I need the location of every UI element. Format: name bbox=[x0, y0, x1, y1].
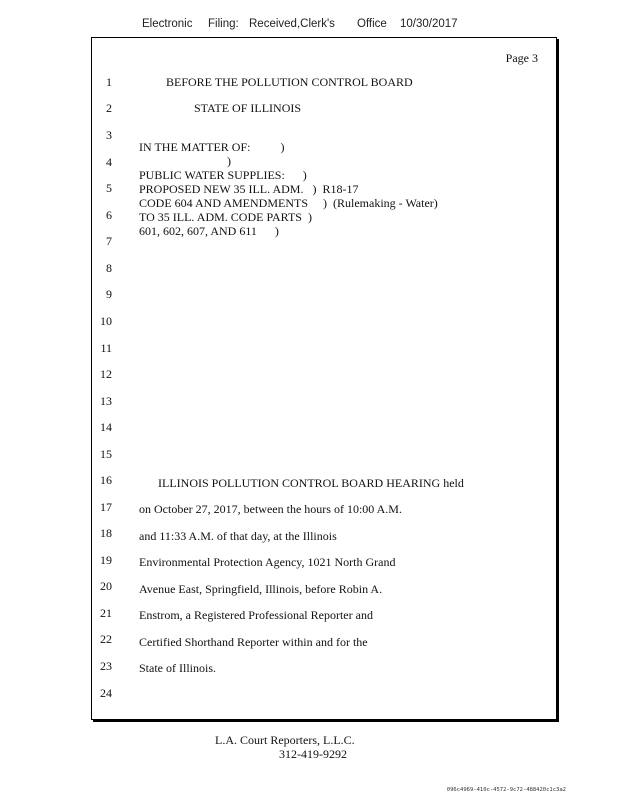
line-number: 20 bbox=[100, 579, 112, 593]
line-number: 11 bbox=[100, 341, 112, 355]
line-number: 2 bbox=[106, 101, 112, 115]
line-number: 5 bbox=[106, 181, 112, 195]
filing-office: Office bbox=[357, 18, 387, 30]
page-number: Page 3 bbox=[505, 51, 538, 65]
line-number: 15 bbox=[100, 447, 112, 461]
filing-date: 10/30/2017 bbox=[400, 18, 458, 30]
board-heading: BEFORE THE POLLUTION CONTROL BOARD bbox=[166, 75, 413, 89]
state-heading: STATE OF ILLINOIS bbox=[194, 101, 302, 115]
body-line-16: ILLINOIS POLLUTION CONTROL BOARD HEARING held bbox=[158, 476, 464, 490]
caption-numbers: 601, 602, 607, AND 611 ) bbox=[139, 224, 279, 238]
line-number: 8 bbox=[106, 261, 112, 275]
body-line-18: and 11:33 A.M. of that day, at the Illinois bbox=[139, 529, 337, 543]
caption-paren: ) bbox=[227, 154, 231, 168]
line-number: 1 bbox=[106, 75, 112, 89]
document-id: 096c4969-410c-4572-9c72-488420c1c3a2 bbox=[446, 787, 566, 793]
body-line-17: on October 27, 2017, between the hours of 10:00 A.M. bbox=[139, 502, 402, 516]
body-line-21: Enstrom, a Registered Professional Reporter and bbox=[139, 608, 373, 622]
line-number: 23 bbox=[100, 659, 112, 673]
transcript-page bbox=[91, 37, 557, 720]
line-number: 9 bbox=[106, 287, 112, 301]
caption-public-water: PUBLIC WATER SUPPLIES: ) bbox=[139, 168, 307, 182]
line-number: 16 bbox=[100, 473, 112, 487]
filing-stamp-header bbox=[0, 18, 618, 34]
line-number: 17 bbox=[100, 500, 112, 514]
line-number: 21 bbox=[100, 606, 112, 620]
line-number: 7 bbox=[106, 234, 112, 248]
line-number: 12 bbox=[100, 367, 112, 381]
line-number: 18 bbox=[100, 526, 112, 540]
line-number: 24 bbox=[100, 686, 112, 700]
caption-parts: TO 35 ILL. ADM. CODE PARTS ) bbox=[139, 210, 312, 224]
line-number: 4 bbox=[106, 155, 112, 169]
filing-electronic: Electronic bbox=[142, 18, 193, 30]
line-number: 6 bbox=[106, 208, 112, 222]
filing-filing: Filing: bbox=[208, 18, 239, 30]
body-line-22: Certified Shorthand Reporter within and for the bbox=[139, 635, 368, 649]
body-line-23: State of Illinois. bbox=[139, 661, 216, 675]
line-number: 10 bbox=[100, 314, 112, 328]
caption-matter: IN THE MATTER OF: ) bbox=[139, 140, 285, 154]
filing-received: Received,Clerk's bbox=[249, 18, 335, 30]
line-number: 3 bbox=[106, 128, 112, 142]
body-line-19: Environmental Protection Agency, 1021 North Grand bbox=[139, 555, 396, 569]
caption-proposed: PROPOSED NEW 35 ILL. ADM. ) R18-17 bbox=[139, 182, 359, 196]
body-line-20: Avenue East, Springfield, Illinois, before Robin A. bbox=[139, 582, 383, 596]
line-number: 22 bbox=[100, 632, 112, 646]
line-number: 14 bbox=[100, 420, 112, 434]
caption-code: CODE 604 AND AMENDMENTS ) (Rulemaking - Water) bbox=[139, 196, 438, 210]
line-number: 19 bbox=[100, 553, 112, 567]
footer-phone: 312-419-9292 bbox=[279, 747, 347, 761]
footer-company: L.A. Court Reporters, L.L.C. bbox=[215, 733, 355, 747]
line-number: 13 bbox=[100, 394, 112, 408]
